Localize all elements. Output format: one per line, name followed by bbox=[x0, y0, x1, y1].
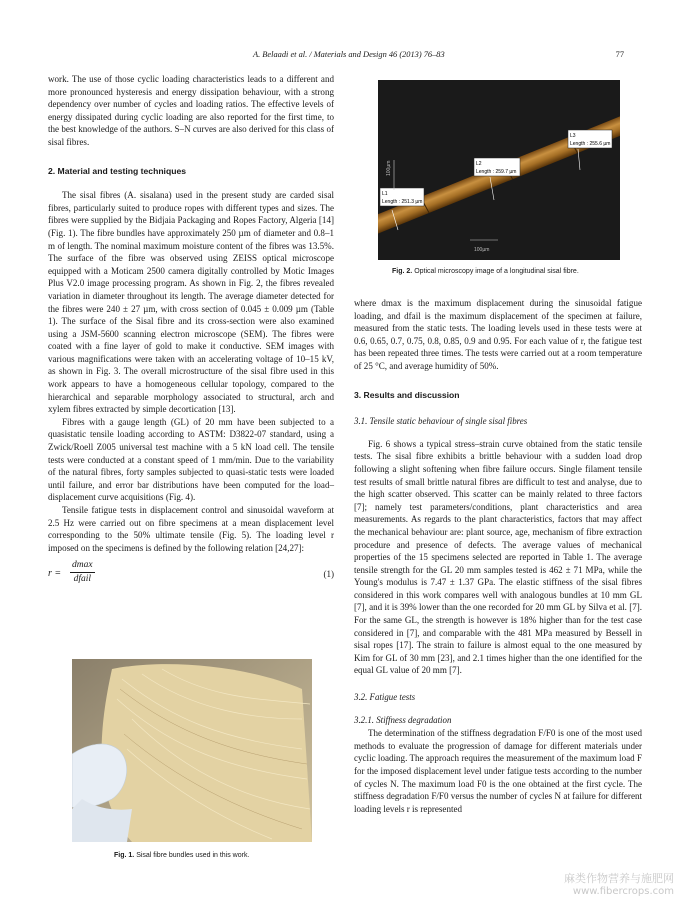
section-3-heading: 3. Results and discussion bbox=[354, 389, 460, 400]
running-header bbox=[48, 50, 630, 62]
sisal-bundle-photo bbox=[72, 659, 312, 842]
microscopy-image bbox=[378, 80, 620, 260]
svg-text:100µm: 100µm bbox=[386, 160, 392, 176]
right-column bbox=[354, 297, 642, 815]
paragraph-static: Fig. 6 shows a typical stress–strain curve obtained from the static tensile tests. The sisal fibre exhibits a brittle behaviour with a sudden load drop following a slight softening when fibre failure occurs. Single filament tensile test results of small brittle natural fibres are difficult to test and analyse, due to the high scatter observed. This scatter can be mainly related to three factors [7]; namely test parameters/conditions, plant characteristics and area measurements. As regards to the plant characteristics, factors that may affect the mechanical behaviour are: plant source, age, mechanism of fibre extraction procedure and presence of defects. The average values of mechanical properties of the 15 specimens selected are reported in Table 1. The average tensile strength for the GL 20 mm samples tested is 462 ± 71 MPa, while the Young's modulus is 7.47 ± 1.37 GPa. The elastic stiffness of the sisal fibres considered in this work compares well with analogous bundles at 10 mm GL [7], and it is 39% lower than the one recorded for 20 mm GL by Silva et al. [7]. For the same GL, the strength is however is 18% higher than for the test case considered in [7], and comparable with the 481 MPa measured by Bessell in sisal ropes [17]. The strain to failure is almost equal to the one measured by Kim for GL of 30 mm [23], and 2.1 times higher than the one identified for the equal GL value of 20 mm [7]. bbox=[354, 438, 642, 676]
figure-1-photo bbox=[72, 659, 312, 842]
subsection-3-2-1-heading: 3.2.1. Stiffness degradation bbox=[354, 714, 452, 725]
subsection-3-1-heading: 3.1. Tensile static behaviour of single sisal fibres bbox=[354, 416, 528, 427]
page-number: 77 bbox=[615, 50, 624, 59]
svg-text:Length : 255.6 µm: Length : 255.6 µm bbox=[570, 141, 611, 147]
paragraph-fibres: The sisal fibres (A. sisalana) used in the present study are carded sisal fibres, particularly suited to produce ropes with different types and sizes. The fibres were supplied by the Bidjaia Packaging and Ropes Factory, Algeria [14] (Fig. 1). The fibre bundles have approximately 250 µm of diameter and 0.8–1 m of length. The nominal maximum moisture content of the fibres was 13.5%. The surface of the fibre was observed using ZEISS optical microscope equipped with a Moticam 2500 camera digitally controlled by Motic Images Plus V2.0 image processing program. As shown in Fig. 2, the fibres revealed variation in diameter throughout its length. The average diameter detected for the fibres were 240 ± 27 µm, with cross section of 0.045 ± 0.009 µm (Table 1). The surface of the Sisal fibre and its cross-section were also examined using a JSM-5600 scanning electron microscope (SEM). The fibres were coated with a fine layer of gold to make it conductive. SEM images with various magnifications were taken with an accelerating voltage of 10–15 kV, as shown in Fig. 3. The overall microstructure of the sisal fibre used in this work appears to have a homogeneous cellular topology, compared to the hierarchical and separable morphology associated to structural, arch and xylem fibres extracted by simple decortication [13]. bbox=[48, 190, 334, 415]
subsection-3-2-heading: 3.2. Fatigue tests bbox=[354, 692, 416, 703]
paragraph-loading-levels: where dmax is the maximum displacement during the sinusoidal fatigue loading, and dfail is the maximum displacement of the specimen at failure, measured from the static tests. The loading levels used in these tests were at 0.6, 0.65, 0.7, 0.75, 0.8, 0.85, 0.9 and 0.95. For each value of r, the fatigue test has been repeated three times. The tests were carried out at a room temperature of 25 °C, and average humidity of 50%. bbox=[354, 298, 642, 371]
paragraph-stiffness: The determination of the stiffness degradation F/F0 is one of the most used methods to evaluate the progression of damage for different materials under cyclic loading. The approach requires the measurement of the maximum load F for the imposed displacement level under fatigue tests according to the number of cycles N. The maximum load F0 is the one obtained at the first cycle. The stiffness degradation F/F0 versus the number of cycles N at failure for different loading levels r is represented bbox=[354, 728, 642, 814]
svg-text:L3: L3 bbox=[570, 133, 576, 139]
svg-text:Length : 251.3 µm: Length : 251.3 µm bbox=[382, 199, 423, 205]
figure-1-caption: Fig. 1. Sisal fibre bundles used in this work. bbox=[114, 852, 250, 859]
equation-number: (1) bbox=[323, 569, 334, 580]
svg-text:100µm: 100µm bbox=[474, 247, 490, 253]
figure-2-microscopy bbox=[378, 80, 620, 260]
svg-text:L2: L2 bbox=[476, 161, 482, 167]
journal-citation: A. Belaadi et al. / Materials and Design 46 (2013) 76–83 bbox=[253, 50, 445, 59]
svg-text:L1: L1 bbox=[382, 191, 388, 197]
figure-2-caption: Fig. 2. Optical microscopy image of a longitudinal sisal fibre. bbox=[392, 268, 579, 275]
paragraph-gauge: Fibres with a gauge length (GL) of 20 mm have been subjected to a quasistatic tensile loading according to ASTM: D3822-07 standard, using a Zwick/Roell Z005 universal test machine with a 5 kN load cell. The tensile tests were conducted at a constant speed of 1 mm/min. Due to the variability of the natural fibres, forty samples subjected to quasi-static tests were loaded until failure, and error bar distributions have been computed for the load–displacement curve acquisitions (Fig. 4). bbox=[48, 416, 334, 503]
svg-text:Length : 259.7 µm: Length : 259.7 µm bbox=[476, 169, 517, 175]
paragraph-fatigue: Tensile fatigue tests in displacement control and sinusoidal waveform at 2.5 Hz were carried out on fibre specimens at a mean displacement level corresponding to the 50% ultimate tensile (Fig. 5). The loading level r imposed on the specimens is defined by the following relation [24,27]: bbox=[48, 505, 334, 553]
section-2-heading: 2. Material and testing techniques bbox=[48, 165, 187, 176]
equation-1: r = dmax dfail (1) bbox=[48, 560, 334, 584]
watermark: 麻类作物营养与施肥网 www.fibercrops.com bbox=[564, 872, 674, 897]
left-column bbox=[48, 73, 334, 594]
intro-paragraph: work. The use of those cyclic loading characteristics leads to a different and more pronounced hysteresis and energy dissipation behaviour, with a strong dependency over number of cycles and loading ratios. The effective levels of energy dissipated during cyclic loading are also reported for the first time, to the best knowledge of the authors. S–N curves are also derived for this class of sisal fibres. bbox=[48, 74, 334, 147]
